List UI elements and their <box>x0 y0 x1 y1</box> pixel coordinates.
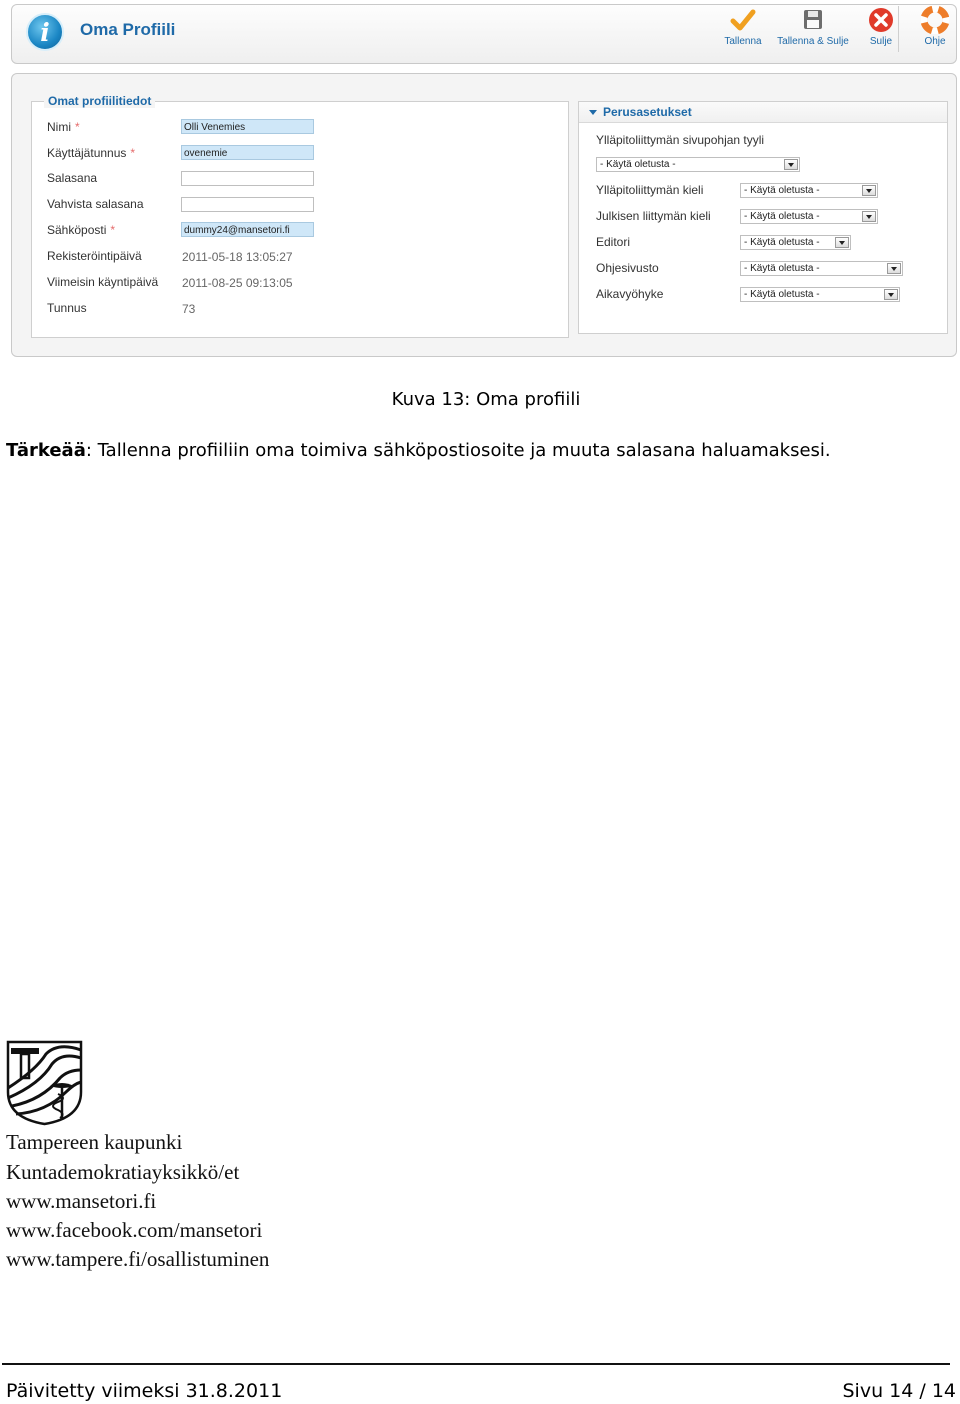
admin-language-label: Ylläpitoliittymän kieli <box>596 183 704 197</box>
save-label: Tallenna <box>724 36 762 47</box>
registered-label: Rekisteröintipäivä <box>47 249 142 263</box>
email-field[interactable]: dummy24@mansetori.fi <box>181 222 314 237</box>
address-link-facebook[interactable]: www.facebook.com/mansetori <box>6 1218 263 1242</box>
toolbar-divider <box>898 6 899 52</box>
address-link-mansetori[interactable]: www.mansetori.fi <box>6 1189 157 1213</box>
help-site-label: Ohjesivusto <box>596 261 659 275</box>
password-confirm-label: Vahvista salasana <box>47 197 144 211</box>
timezone-select[interactable]: - Käytä oletusta - <box>740 287 900 302</box>
footer-rule <box>2 1363 950 1365</box>
floppy-disk-icon <box>799 6 827 34</box>
page-title: Oma Profiili <box>80 20 176 39</box>
dropdown-arrow-icon <box>835 237 849 248</box>
save-close-button[interactable] <box>775 6 851 47</box>
password-confirm-field[interactable] <box>181 197 314 212</box>
profile-legend: Omat profiilitiedot <box>44 94 155 108</box>
username-label: Käyttäjätunnus * <box>47 146 136 160</box>
checkmark-icon <box>729 6 757 34</box>
admin-language-select[interactable]: - Käytä oletusta - <box>740 183 878 198</box>
address-link-tampere[interactable]: www.tampere.fi/osallistuminen <box>6 1247 270 1271</box>
editor-select[interactable]: - Käytä oletusta - <box>740 235 851 250</box>
required-mark: * <box>75 120 80 134</box>
help-site-select[interactable]: - Käytä oletusta - <box>740 261 903 276</box>
note-text: : Tallenna profiiliin oma toimiva sähköpostiosoite ja muuta salasana haluamaksesi. <box>85 440 831 461</box>
city-crest-logo <box>6 1040 83 1126</box>
dropdown-arrow-icon <box>862 211 876 222</box>
footer-page-number: Sivu 14 / 14 <box>842 1380 956 1402</box>
editor-label: Editori <box>596 235 631 249</box>
required-mark: * <box>130 146 136 160</box>
address-line-1: Tampereen kaupunki <box>6 1130 183 1154</box>
dropdown-arrow-icon <box>887 263 901 274</box>
id-value: 73 <box>182 302 196 316</box>
close-icon <box>867 6 895 34</box>
dropdown-arrow-icon <box>862 185 876 196</box>
last-visit-label: Viimeisin käyntipäivä <box>47 275 159 289</box>
settings-legend: Perusasetukset <box>603 105 692 119</box>
admin-template-label: Ylläpitoliittymän sivupohjan tyyli <box>596 133 765 147</box>
collapse-arrow-icon <box>589 110 597 115</box>
last-visit-value: 2011-08-25 09:13:05 <box>182 276 293 290</box>
id-label: Tunnus <box>47 301 87 315</box>
site-language-select[interactable]: - Käytä oletusta - <box>740 209 878 224</box>
name-label: Nimi * <box>47 120 80 134</box>
password-field[interactable] <box>181 171 314 186</box>
save-button[interactable] <box>722 6 764 47</box>
important-note <box>6 440 831 461</box>
info-icon: i <box>26 13 64 51</box>
username-field[interactable]: ovenemie <box>181 145 314 160</box>
profile-fieldset <box>31 101 569 338</box>
email-label: Sähköposti * <box>47 223 116 237</box>
timezone-label: Aikavyöhyke <box>596 287 664 301</box>
save-close-label: Tallenna & Sulje <box>777 36 849 47</box>
lifebuoy-icon <box>921 6 949 34</box>
figure-caption: Kuva 13: Oma profiili <box>391 389 581 410</box>
close-label: Sulje <box>869 36 893 47</box>
required-mark: * <box>110 223 116 237</box>
name-field[interactable]: Olli Venemies <box>181 119 314 134</box>
dropdown-arrow-icon <box>884 289 898 300</box>
admin-template-select[interactable]: - Käytä oletusta - <box>596 157 800 172</box>
password-label: Salasana <box>47 171 98 185</box>
close-button[interactable] <box>862 6 900 47</box>
note-emphasis: Tärkeää <box>6 440 86 461</box>
settings-header[interactable] <box>579 102 947 123</box>
dropdown-arrow-icon <box>784 159 798 170</box>
address-line-2: Kuntademokratiayksikkö/et <box>6 1160 240 1184</box>
help-label: Ohje <box>924 36 946 47</box>
site-language-label: Julkisen liittymän kieli <box>596 209 711 223</box>
footer-updated: Päivitetty viimeksi 31.8.2011 <box>6 1380 283 1402</box>
help-button[interactable] <box>916 6 954 47</box>
registered-value: 2011-05-18 13:05:27 <box>182 250 293 264</box>
